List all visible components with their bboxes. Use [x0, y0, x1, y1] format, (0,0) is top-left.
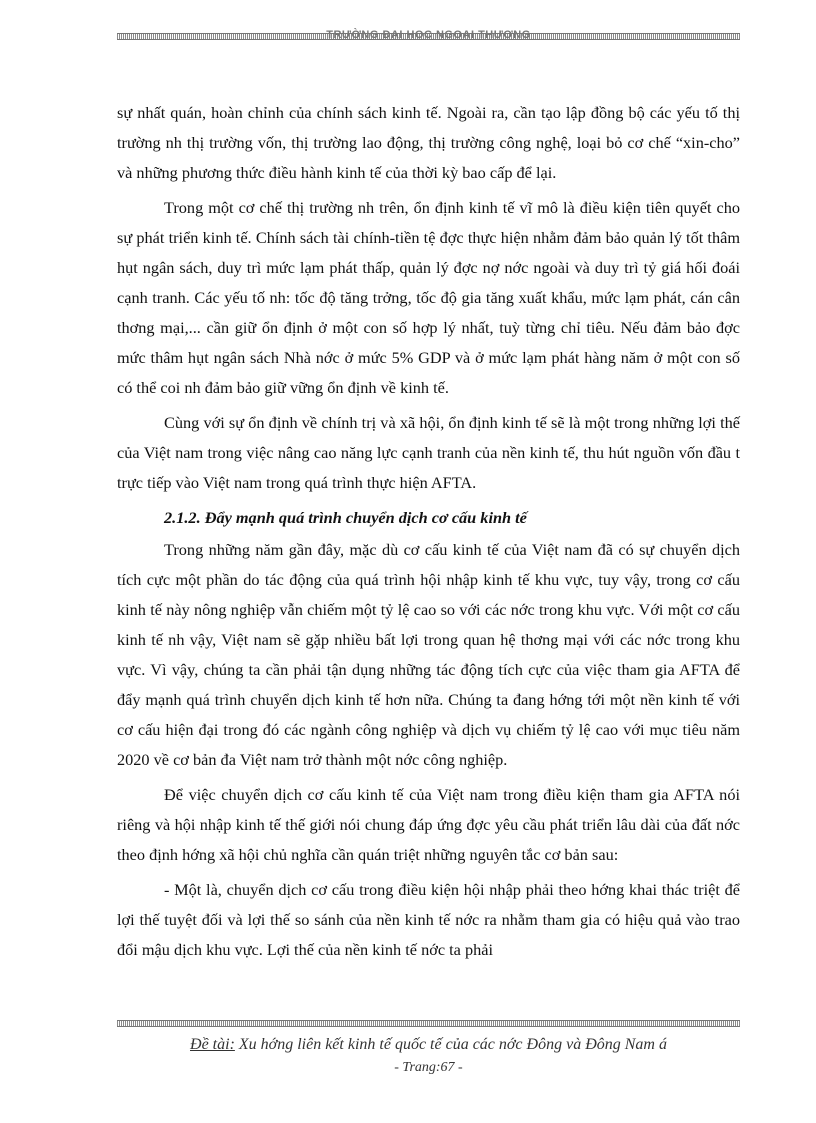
footer-topic-title: Xu hớng liên kết kinh tế quốc tế của các nớc Đông và Đông Nam á	[234, 1036, 667, 1053]
page-number: - Trang:67 -	[394, 1060, 463, 1075]
footer-rule	[117, 1020, 740, 1027]
paragraph-6: - Một là, chuyển dịch cơ cấu trong điều kiện hội nhập phải theo hớng khai thác triệt để lợi thế tuyệt đối và lợi thế so sánh của nền kinh tế nớc ra nhằm tham gia có hiệu quả vào trao đổi mậu dịch khu vực. Lợi thế của nền kinh tế nớc ta phải	[117, 880, 740, 959]
section-heading: 2.1.2. Đẩy mạnh quá trình chuyển dịch cơ cấu kinh tế	[164, 508, 527, 527]
footer-topic-label: Đề tài:	[190, 1036, 235, 1053]
paragraph-2: Trong một cơ chế thị trường nh trên, ổn định kinh tế vĩ mô là điều kiện tiên quyết cho sự phát triển kinh tế. Chính sách tài chính-tiền tệ đợc thực hiện nhằm đảm bảo quản lý tốt thâm hụt ngân sách, duy trì mức lạm phát thấp, quản lý đợc nợ nớc ngoài và duy trì tỷ giá hối đoái cạnh tranh. Các yếu tố nh: tốc độ tăng trởng, tốc độ gia tăng xuất khẩu, mức lạm phát, cán cân thơng mại,... cần giữ ổn định ở một con số hợp lý nhất, tuỳ từng chỉ tiêu. Nếu đảm bảo đợc mức thâm hụt ngân sách Nhà nớc ở mức 5% GDP và ở mức lạm phát hàng năm ở một con số có thể coi nh đảm bảo giữ vững ổn định về kinh tế.	[117, 198, 740, 397]
paragraph-4: Trong những năm gần đây, mặc dù cơ cấu kinh tế của Việt nam đã có sự chuyển dịch tích cực một phần do tác động của quá trình hội nhập kinh tế khu vực, tuy vậy, trong cơ cấu kinh tế này nông nghiệp vẫn chiếm một tỷ lệ cao so với các nớc trong khu vực. Với một cơ cấu kinh tế nh vậy, Việt nam sẽ gặp nhiều bất lợi trong quan hệ thơng mại với các nớc trong khu vực. Vì vậy, chúng ta cần phải tận dụng những tác động tích cực của việc tham gia AFTA để đẩy mạnh quá trình chuyển dịch kinh tế hơn nữa. Chúng ta đang hớng tới một nền kinh tế với cơ cấu hiện đại trong đó các ngành công nghiệp và dịch vụ chiếm tỷ lệ cao với mục tiêu năm 2020 về cơ bản đa Việt nam trở thành một nớc công nghiệp.	[117, 540, 740, 769]
paragraph-3: Cùng với sự ổn định về chính trị và xã hội, ổn định kinh tế sẽ là một trong những lợi thế của Việt nam trong việc nâng cao năng lực cạnh tranh của nền kinh tế, thu hút nguồn vốn đầu t trực tiếp vào Việt nam trong quá trình thực hiện AFTA.	[117, 413, 740, 492]
page-body	[117, 98, 740, 970]
paragraph-1: sự nhất quán, hoàn chỉnh của chính sách kinh tế. Ngoài ra, cần tạo lập đồng bộ các yếu tố thị trường nh thị trường vốn, thị trường lao động, thị trường công nghệ, loại bỏ cơ chế “xin-cho” và những phương thức điều hành kinh tế của thời kỳ bao cấp để lại.	[117, 103, 740, 182]
paragraph-5: Để việc chuyển dịch cơ cấu kinh tế của Việt nam trong điều kiện tham gia AFTA nói riêng và hội nhập kinh tế thế giới nói chung đáp ứng đợc yêu cầu phát triển lâu dài của đất nớc theo định hớng xã hội chủ nghĩa cần quán triệt những nguyên tắc cơ bản sau:	[117, 785, 740, 864]
header-school-name: TRƯỜNG ĐẠI HỌC NGOẠI THƯƠNG	[326, 29, 531, 41]
footer-topic	[117, 1036, 740, 1054]
